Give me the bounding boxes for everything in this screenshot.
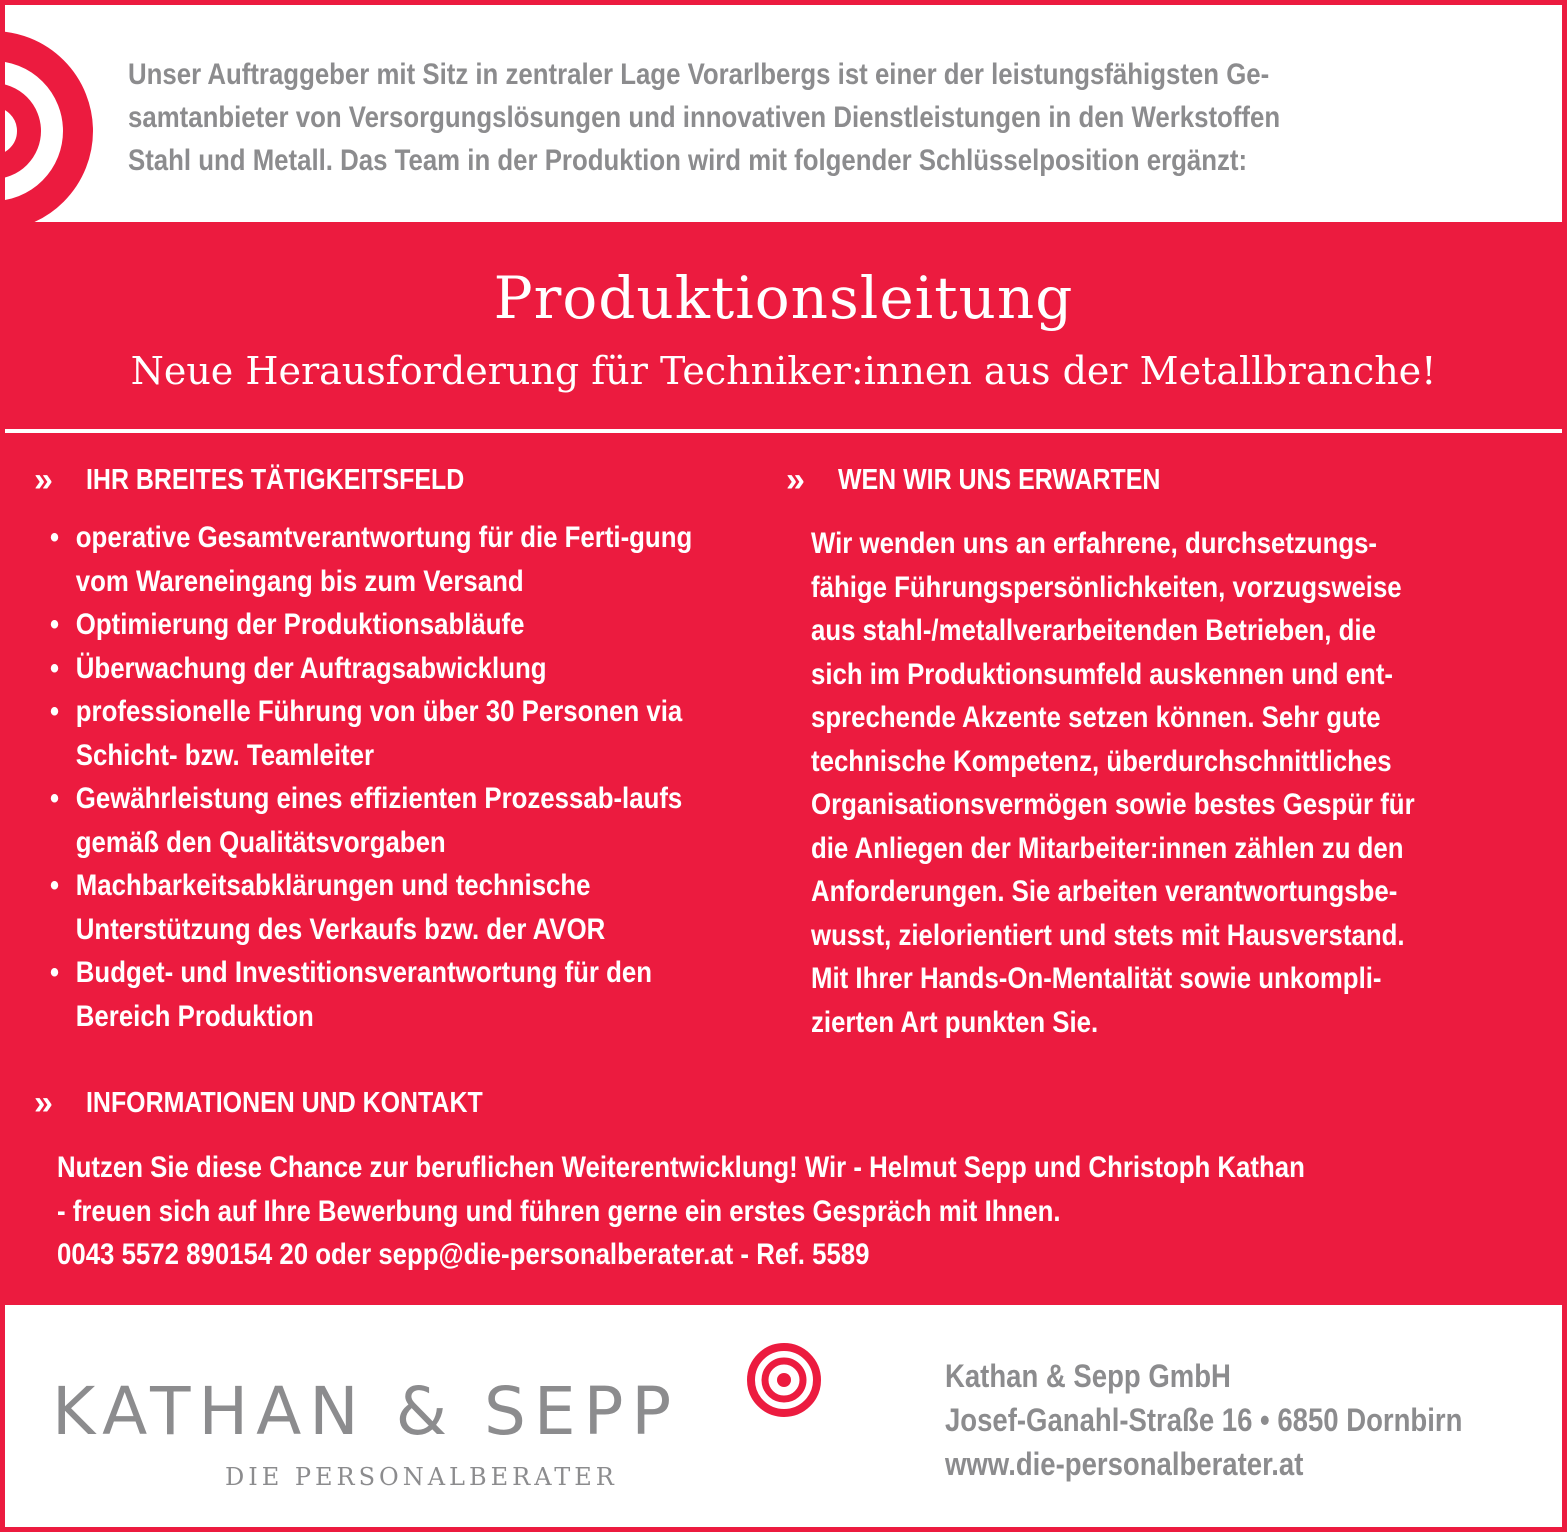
company-address: Kathan & Sepp GmbH Josef-Ganahl-Straße 16 • 6850 Dornbirn www.die-personalberater.at — [945, 1358, 1463, 1482]
list-item: • Budget- und Investitionsverantwortung für den Bereich Produktion — [50, 951, 738, 1038]
page-subtitle: Neue Herausforderung für Techniker:innen aus der Metallbranche! — [130, 349, 1437, 393]
intro-text: Unser Auftraggeber mit Sitz in zentraler Lage Vorarlbergs ist einer der leistungsfähigsten Ge- samtanbieter von Versorgungslösungen und innovativen Dienstleistungen in den Werkstoffen Stahl und Metall. Das Team in der Produktion wird mit folgender Schlüsselposition ergänzt: — [128, 58, 1281, 177]
expectations-text: Wir wenden uns an erfahrene, durchsetzungs- fähige Führungspersönlichkeiten, vorzugsweise aus stahl-/metallverarbeitenden Betrieben, die sich im Produktionsumfeld auskennen und ent- sprechende Akzente setzen können. Sehr gute technische Kompetenz, überdurchschnittliches Organisationsvermögen sowie bestes Gespür für die Anliegen der Mitarbeiter:innen zählen zu den Anforderungen. Sie arbeiten verantwortungsbe- wusst, zielorientiert und stets mit Hausverstand. Mit Ihrer Hands-On-Mentalität sowie unkompli- zierten Art punkten Sie. — [811, 527, 1415, 1039]
list-item: • Optimierung der Produktionsabläufe — [50, 603, 738, 647]
page-title: Produktionsleitung — [493, 264, 1074, 332]
chevron-icon: » — [34, 461, 53, 499]
divider — [5, 429, 1562, 433]
target-icon — [5, 31, 93, 222]
intro-panel — [5, 5, 1562, 222]
list-item: • operative Gesamtverantwortung für die Ferti-gung vom Wareneingang bis zum Versand — [50, 516, 738, 603]
list-item: • Machbarkeitsabklärungen und technische Unterstützung des Verkaufs bzw. der AVOR — [50, 864, 738, 951]
logo-tagline: DIE PERSONALBERATER — [225, 1463, 618, 1491]
section-heading-label: INFORMATIONEN UND KONTAKT — [86, 1087, 483, 1119]
list-item: • Überwachung der Auftragsabwicklung — [50, 647, 738, 691]
target-icon — [746, 1342, 822, 1418]
chevron-icon: » — [786, 461, 805, 499]
activities-list — [50, 516, 738, 1038]
contact-text: Nutzen Sie diese Chance zur beruflichen Weiterentwicklung! Wir - Helmut Sepp und Christoph Kathan - freuen sich auf Ihre Bewerbung und führen gerne ein erstes Gespräch mit Ihnen. 0043 5572 890154 20 oder sepp@die-personalberater.at - Ref. 5589 — [57, 1151, 1305, 1271]
section-heading-expectations — [786, 462, 1213, 498]
chevron-icon: » — [34, 1084, 53, 1122]
section-heading-contact — [34, 1085, 547, 1121]
list-item: • professionelle Führung von über 30 Personen via Schicht- bzw. Teamleiter — [50, 690, 738, 777]
section-heading-activities — [34, 462, 526, 498]
company-logo: KATHAN & SEPP — [52, 1373, 680, 1450]
section-heading-label: IHR BREITES TÄTIGKEITSFELD — [86, 464, 465, 496]
list-item: • Gewährleistung eines effizienten Prozessab-laufs gemäß den Qualitätsvorgaben — [50, 777, 738, 864]
section-heading-label: WEN WIR UNS ERWARTEN — [838, 464, 1161, 496]
